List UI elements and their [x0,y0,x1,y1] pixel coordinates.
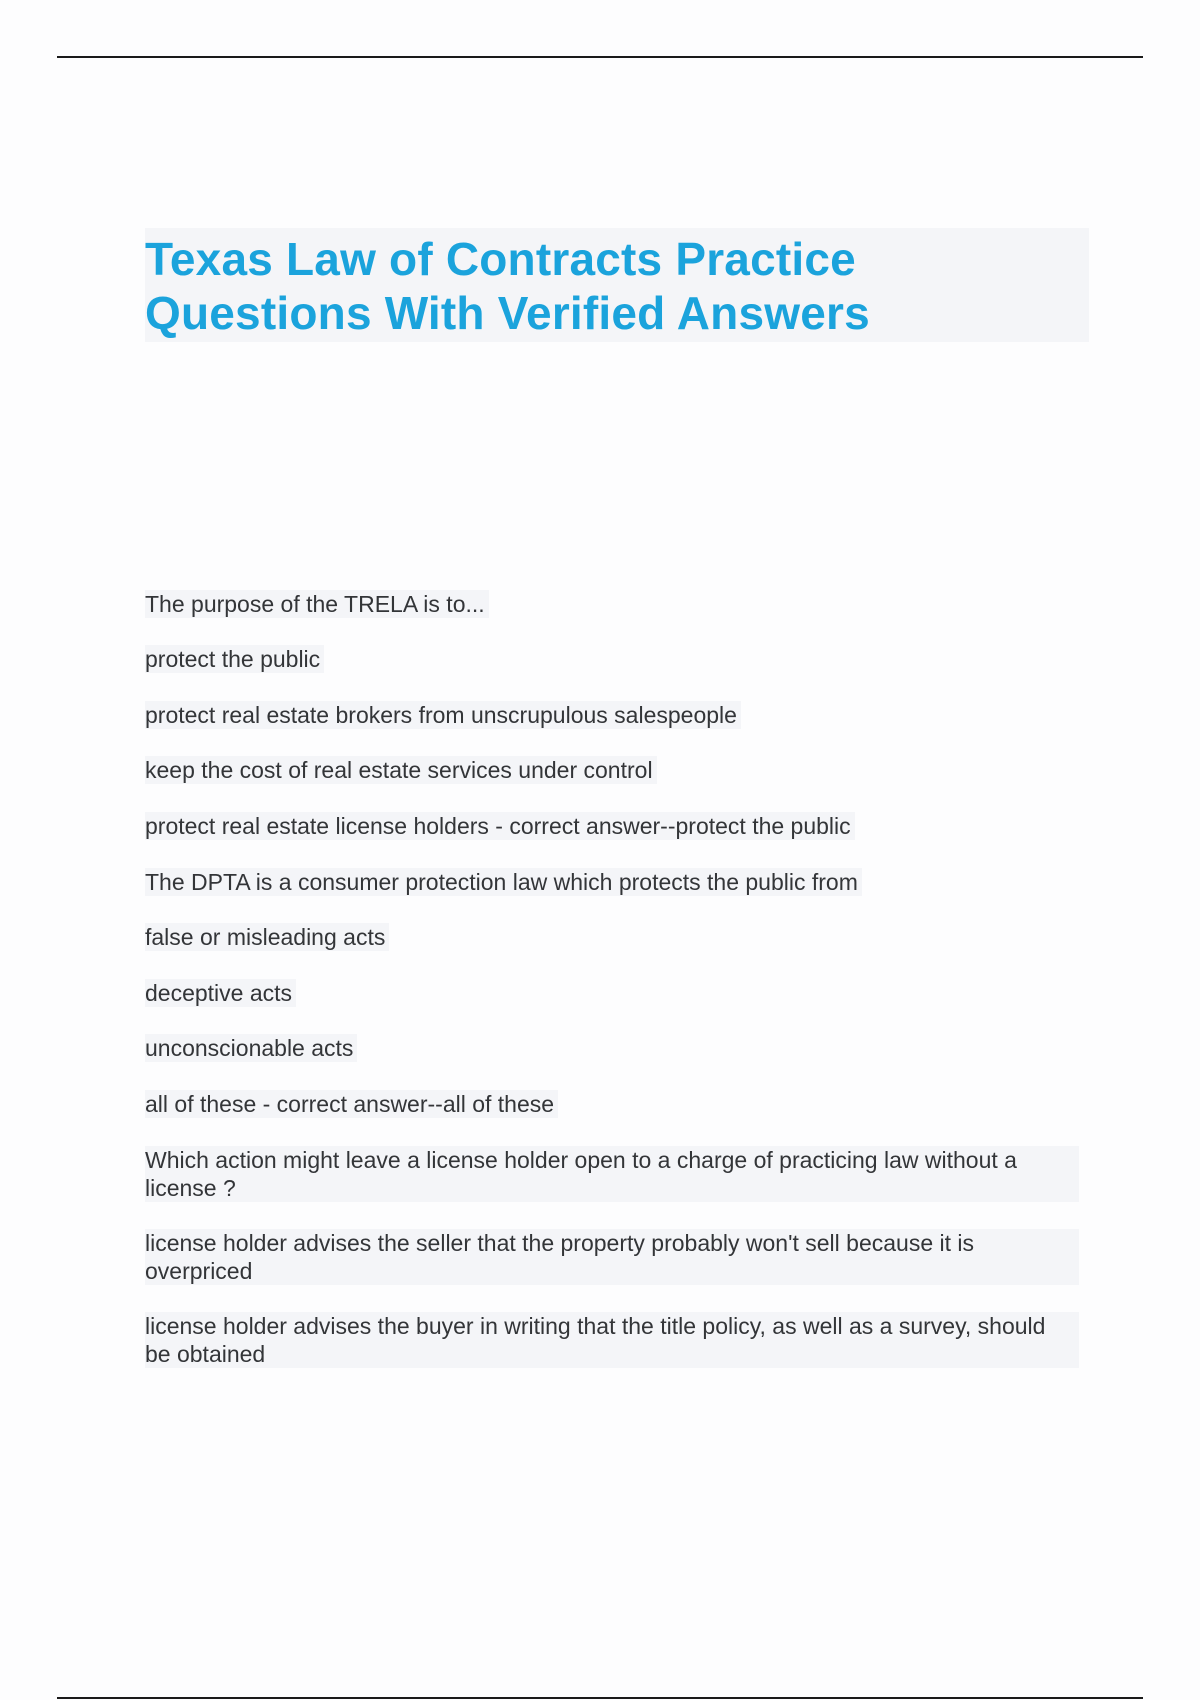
question-1: The purpose of the TRELA is to... [145,590,489,618]
option-2d-answer: all of these - correct answer--all of these [145,1090,558,1118]
option-2b: deceptive acts [145,979,296,1007]
question-3: Which action might leave a license holder open to a charge of practicing law without a license ? [145,1146,1079,1202]
option-2c: unconscionable acts [145,1034,357,1062]
option-1a: protect the public [145,645,324,673]
question-2: The DPTA is a consumer protection law which protects the public from [145,868,862,896]
option-1c: keep the cost of real estate services under control [145,756,657,784]
option-3a: license holder advises the seller that the property probably won't sell because it is overpriced [145,1229,1079,1285]
option-1b: protect real estate brokers from unscrupulous salespeople [145,701,741,729]
document-title: Texas Law of Contracts Practice Questions With Verified Answers [145,233,870,339]
top-rule [57,56,1143,58]
option-1d-answer: protect real estate license holders - correct answer--protect the public [145,812,855,840]
option-2a: false or misleading acts [145,923,389,951]
title-block [145,228,1089,342]
option-3b: license holder advises the buyer in writing that the title policy, as well as a survey, should be obtained [145,1312,1079,1368]
bottom-rule [57,1697,1143,1699]
